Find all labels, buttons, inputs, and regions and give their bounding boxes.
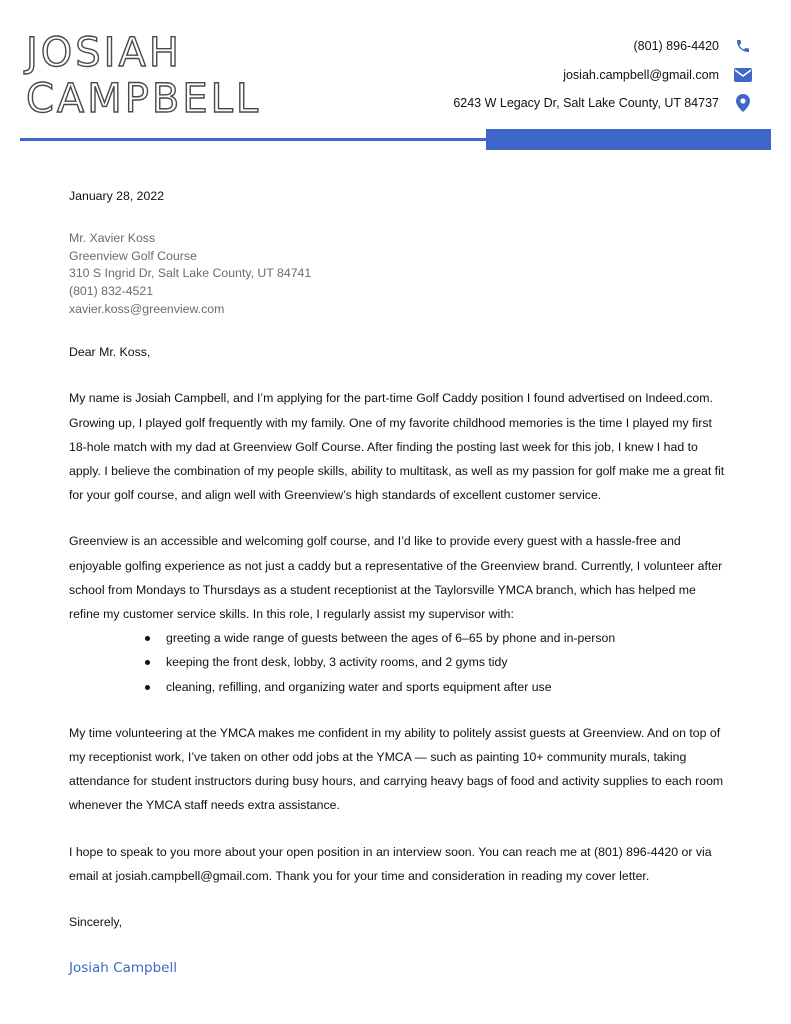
contact-email-row: [453, 61, 753, 90]
phone-icon: [733, 38, 753, 54]
closing: Sincerely,: [69, 915, 123, 930]
salutation: Dear Mr. Koss,: [69, 345, 151, 360]
applicant-name: [26, 30, 261, 122]
paragraph: My name is Josiah Campbell, and I’m applying for the part-time Golf Caddy position I found advertised on Indeed.com. Growing up, I played golf frequently with my family. One of my favorite childhood memories is the time I played my first 18-hole match with my dad at Greenview Golf Course. After finding the posting last week for this job, I knew I had to apply. I believe the combination of my people skills, ability to multitask, as well as my passion for golf make me a great fit for your golf course, and align well with Greenview’s high standards of excellent customer service.: [69, 391, 725, 503]
recipient-phone: (801) 832-4521: [69, 283, 154, 298]
contact-phone[interactable]: (801) 896-4420: [633, 39, 719, 54]
duties-list: [69, 626, 729, 699]
recipient-name: Mr. Xavier Koss: [69, 231, 156, 246]
contact-address-row: [453, 89, 753, 118]
list-item: cleaning, refilling, and organizing water and sports equipment after use: [69, 675, 729, 699]
contact-info: [453, 32, 753, 118]
letter-body: [69, 184, 729, 980]
paragraph: My time volunteering at the YMCA makes me confident in my ability to politely assist guests at Greenview. And on top of my receptionist work, I’ve taken on other odd jobs at the YMCA — such as painting 10+ community murals, taking attendance for student instructors during busy hours, and carrying heavy bags of food and activity supplies to each room whenever the YMCA staff needs extra assistance.: [69, 725, 724, 813]
recipient-block: [69, 230, 729, 318]
map-pin-icon: [733, 94, 753, 112]
name-first: JOSIAH: [26, 30, 182, 76]
contact-phone-row: [453, 32, 753, 61]
recipient-address: 310 S Ingrid Dr, Salt Lake County, UT 84741: [69, 266, 312, 281]
paragraph: Greenview is an accessible and welcoming golf course, and I’d like to provide every guest with a hassle-free and enjoyable golfing experience as not just a caddy but a representative of the Greenview brand. Currently, I volunteer after school from Mondays to Thursdays as a student receptionist at the Taylorsville YMCA branch, which has helped me refine my customer service skills. In this role, I regularly assist my supervisor with:: [69, 534, 723, 621]
list-item: keeping the front desk, lobby, 3 activity rooms, and 2 gyms tidy: [69, 650, 729, 674]
contact-address: 6243 W Legacy Dr, Salt Lake County, UT 84737: [453, 96, 719, 111]
recipient-email: xavier.koss@greenview.com: [69, 301, 225, 316]
name-last: CAMPBELL: [26, 76, 262, 122]
header-divider-thin: [20, 138, 486, 141]
letter-date: January 28, 2022: [69, 189, 165, 203]
signature: Josiah Campbell: [69, 960, 177, 977]
recipient-company: Greenview Golf Course: [69, 248, 197, 263]
envelope-icon: [733, 68, 753, 82]
header-divider-accent: [486, 129, 771, 150]
paragraph: I hope to speak to you more about your open position in an interview soon. You can reach me at (801) 896-4420 or via email at josiah.campbell@gmail.com. Thank you for your time and consideration in reading my cover letter.: [69, 844, 712, 883]
contact-email[interactable]: josiah.campbell@gmail.com: [563, 67, 719, 82]
list-item: greeting a wide range of guests between the ages of 6–65 by phone and in-person: [69, 626, 729, 650]
